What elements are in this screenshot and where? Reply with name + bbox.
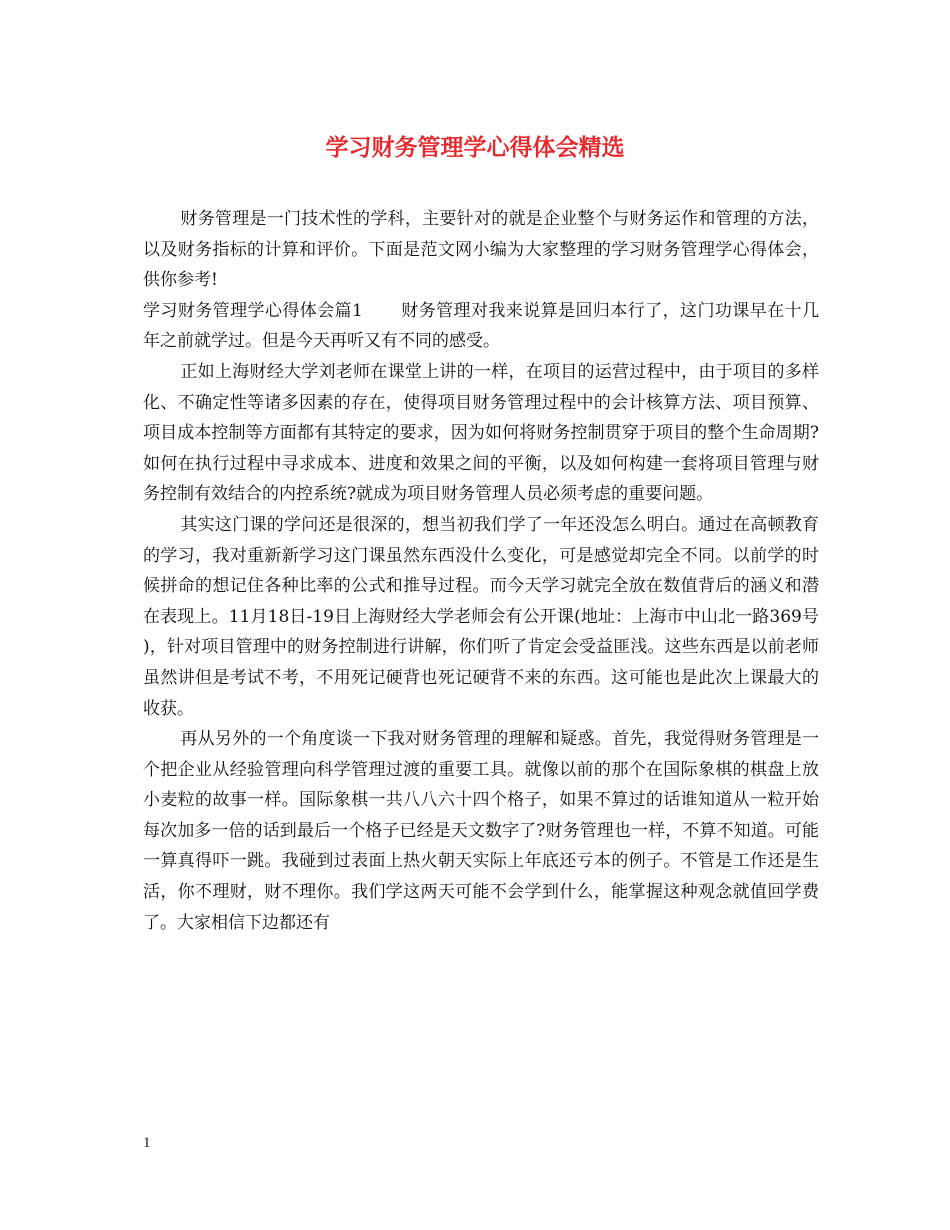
body-paragraph: 其实这门课的学问还是很深的，想当初我们学了一年还没怎么明白。通过在高顿教育的学习，我对重新新学习这门课虽然东西没什么变化，可是感觉却完全不同。以前学的时候拼命的想记住各种比率的公式和推导过程。而今天学习就完全放在数值背后的涵义和潜在表现上。11月18日-19日上海财经大学老师会有公开课(地址：上海市中山北一路369号 )，针对项目管理中的财务控制进行讲解，你们听了肯定会受益匪浅。这些东西是以前老师虽然讲但是考试不考，不用死记硬背也死记硬背不来的东西。这可能也是此次上课最大的收获。 xyxy=(143,514,819,719)
intro-paragraph: 财务管理是一门技术性的学科，主要针对的就是企业整个与财务运作和管理的方法，以及财务指标的计算和评价。下面是范文网小编为大家整理的学习财务管理学心得体会，供你参考! xyxy=(143,209,819,291)
document-title: 学习财务管理学心得体会精选 xyxy=(325,134,625,161)
body-paragraph: 再从另外的一个角度谈一下我对财务管理的理解和疑惑。首先，我觉得财务管理是一个把企业从经验管理向科学管理过渡的重要工具。就像以前的那个在国际象棋的棋盘上放小麦粒的故事一样。国际象棋一共八八六十四个格子，如果不算过的话谁知道从一粒开始每次加多一倍的话到最后一个格子已经是天文数字了?财务管理也一样，不算不知道。可能一算真得吓一跳。我碰到过表面上热火朝天实际上年底还亏本的例子。不管是工作还是生活，你不理财，财不理你。我们学这两天可能不会学到什么，能掌握这种观念就值回学费了。大家相信下边都还有 xyxy=(143,729,819,933)
section-paragraph xyxy=(143,296,819,357)
section-text: 财务管理对我来说算是回归本行了，这门功课早在十几年之前就学过。但是今天再听又有不同的感受。 xyxy=(143,300,819,352)
document-body xyxy=(143,204,819,938)
section-heading: 学习财务管理学心得体会篇1 xyxy=(143,300,363,321)
page-number: 1 xyxy=(143,1135,151,1151)
body-paragraph: 正如上海财经大学刘老师在课堂上讲的一样，在项目的运营过程中，由于项目的多样化、不确定性等诸多因素的存在，使得项目财务管理过程中的会计核算方法、项目预算、项目成本控制等方面都有其特定的要求，因为如何将财务控制贯穿于项目的整个生命周期?如何在执行过程中寻求成本、进度和效果之间的平衡，以及如何构建一套将项目管理与财务控制有效结合的内控系统?就成为项目财务管理人员必须考虑的重要问题。 xyxy=(143,361,819,505)
